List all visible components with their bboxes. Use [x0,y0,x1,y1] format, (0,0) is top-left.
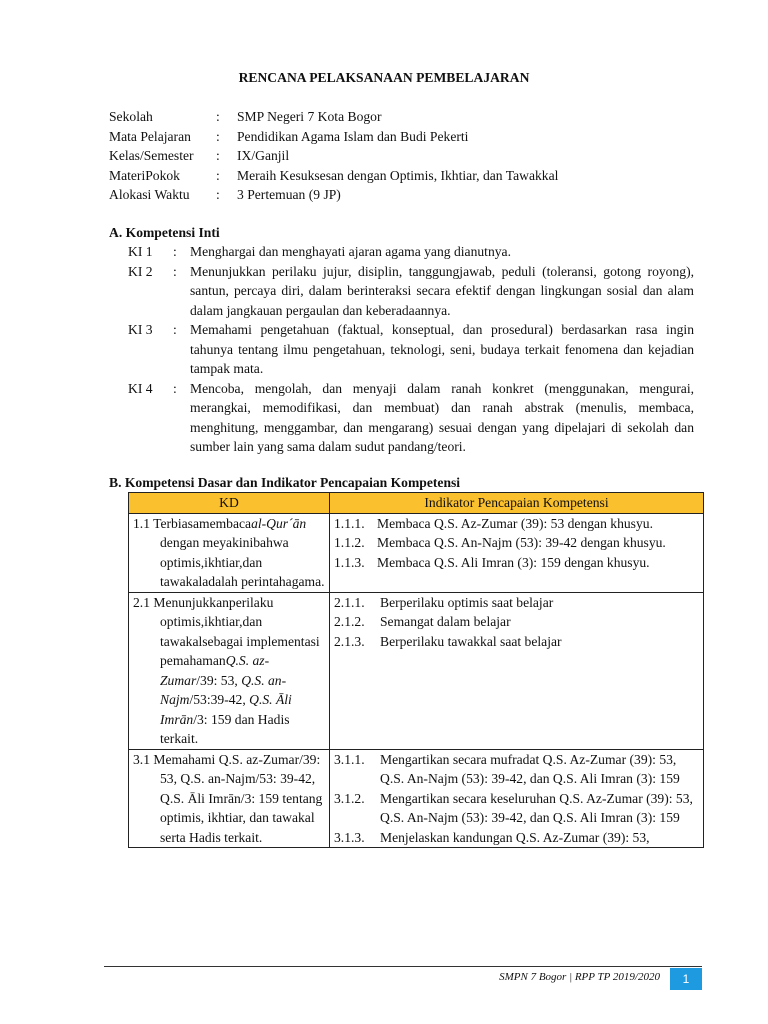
info-label: Mata Pelajaran [109,128,191,144]
header-indicator: Indikator Pencapaian Kompetensi [330,493,704,514]
info-colon: : [216,148,220,163]
info-colon: : [216,128,220,144]
indicator-item [334,593,699,613]
info-value: Pendidikan Agama Islam dan Budi Pekerti [237,128,469,144]
table-header-row [129,493,704,514]
info-row-school [109,107,558,127]
indicator-item [334,828,699,848]
indicator-number: 2.1.2. [334,614,365,629]
indicator-cell [330,749,704,848]
indicator-text: Membaca Q.S. Ali Imran (3): 159 dengan khusyu. [377,554,650,570]
ki-item [128,262,694,321]
indicator-text: Membaca Q.S. Az-Zumar (39): 53 dengan khusyu. [377,515,653,531]
core-competency-list [128,242,694,457]
kd-text: 3.1 Memahami Q.S. az-Zumar/39: 53, Q.S. an-Najm/53: 39-42, Q.S. Āli Imrān/3: 159 tentang optimis, ikhtiar, dan tawakal serta Hadis terkait. [133,751,323,845]
ki-colon: : [173,322,177,337]
ki-text: Memahami pengetahuan (faktual, konseptual, dan prosedural) berdasarkan rasa ingin tahunya tentang ilmu pengetahuan, teknologi, seni, budaya terkait fenomena dan kejadian tampak mata. [190,322,694,376]
indicator-text: Membaca Q.S. An-Najm (53): 39-42 dengan khusyu. [377,535,666,550]
indicator-text: Mengartikan secara mufradat Q.S. Az-Zumar (39): 53, Q.S. An-Najm (53): 39-42, dan Q.S. Ali Imran (3): 159 [380,751,680,786]
info-value: SMP Negeri 7 Kota Bogor [237,109,382,124]
footer-divider [104,966,702,967]
indicator-number: 2.1.1. [334,594,365,610]
kd-text-part: 1.1 Terbiasamembaca [133,515,252,531]
info-label: Kelas/Semester [109,148,194,163]
ki-colon: : [173,244,177,259]
table-row [129,592,704,749]
ki-text: Menunjukkan perilaku jujur, disiplin, tanggungjawab, peduli (toleransi, gotong royong), santun, percaya diri, dalam berinteraksi secara efektif dengan lingkungan sosial dan alam dalam jangkauan pergaulan dan keberadaannya. [190,263,694,318]
ki-text: Mencoba, mengolah, dan menyaji dalam ranah konkret (menggunakan, mengurai, merangkai, memodifikasi, dan membuat) dan ranah abstrak (menulis, membaca, menghitung, menggambar, dan mengarang) sesuai dengan yang dipelajari di sekolah dan sumber lain yang sama dalam sudut pandang/teori. [190,380,694,454]
identity-table [109,107,558,205]
kd-cell [129,513,330,592]
section-a-heading: A. Kompetensi Inti [109,225,220,240]
ki-item [128,242,694,262]
indicator-cell [330,592,704,749]
kd-text-italic: Q.S. an-Najm [160,672,287,707]
indicator-number: 3.1.3. [334,829,365,845]
indicator-item [334,750,699,789]
kd-text-italic: Q.S. Āli Imrān [160,692,292,727]
indicator-number: 3.1.2. [334,790,365,806]
ki-colon: : [173,263,177,279]
header-kd: KD [129,493,330,514]
document-title: RENCANA PELAKSANAAN PEMBELAJARAN [238,70,530,85]
info-value: IX/Ganjil [237,148,290,163]
kd-text-italic: Q.S. az-Zumar [160,653,270,688]
info-colon: : [216,109,220,124]
indicator-item [334,789,699,828]
info-label: MateriPokok [109,167,180,183]
indicator-item [334,514,699,534]
indicator-item [334,553,699,573]
kd-text-part: /3: 159 dan Hadis terkait. [160,711,290,746]
indicator-number: 1.1.1. [334,515,365,531]
indicator-item [334,533,699,553]
kd-text-part: /53:39-42, [189,692,250,707]
kd-text [133,514,325,592]
indicator-item [334,612,699,632]
ki-number: KI 1 [128,244,153,259]
indicator-number: 2.1.3. [334,633,365,649]
indicator-text: Menjelaskan kandungan Q.S. Az-Zumar (39): 53, [380,829,650,845]
info-value: 3 Pertemuan (9 JP) [237,187,341,202]
indicator-text: Mengartikan secara keseluruhan Q.S. Az-Zumar (39): 53, Q.S. An-Najm (53): 39-42, dan Q.S. Ali Imran (3): 159 [380,790,693,825]
footer-text: SMPN 7 Bogor | RPP TP 2019/2020 [499,971,660,983]
table-row [129,513,704,592]
kd-cell [129,749,330,848]
table-row [129,749,704,848]
ki-item [128,320,694,379]
ki-text: Menghargai dan menghayati ajaran agama yang dianutnya. [190,244,511,259]
indicator-number: 1.1.2. [334,535,365,550]
ki-number: KI 4 [128,380,153,396]
info-label: Sekolah [109,109,153,124]
kd-text-italic: al-Qur´ān [251,515,307,531]
info-row-class [109,146,558,166]
info-row-topic [109,166,558,186]
competency-table [128,492,704,848]
ki-colon: : [173,380,177,396]
indicator-number: 1.1.3. [334,554,365,570]
info-value: Meraih Kesuksesan dengan Optimis, Ikhtiar, dan Tawakkal [237,167,559,183]
ki-number: KI 2 [128,263,153,279]
kd-text-part: dengan meyakinibahwa optimis,ikhtiar,dan tawakaladalah perintahagama. [160,535,325,589]
ki-item [128,379,694,457]
page-number: 1 [670,968,702,990]
info-label: Alokasi Waktu [109,187,190,202]
info-row-subject [109,127,558,147]
ki-number: KI 3 [128,322,153,337]
kd-text-part: 2.1 Menunjukkanperilaku optimis,ikhtiar,dan tawakalsebagai implementasi pemahaman [133,594,320,668]
info-row-time [109,185,558,205]
indicator-text: Berperilaku tawakkal saat belajar [380,633,562,649]
indicator-number: 3.1.1. [334,751,365,767]
section-b-heading: B. Kompetensi Dasar dan Indikator Pencapaian Kompetensi [109,475,461,490]
kd-cell [129,592,330,749]
indicator-item [334,632,699,652]
info-colon: : [216,187,220,202]
indicator-text: Semangat dalam belajar [380,614,511,629]
indicator-cell [330,513,704,592]
kd-text-part: /39: 53, [196,672,242,688]
kd-text [133,593,325,749]
indicator-text: Berperilaku optimis saat belajar [380,594,554,610]
info-colon: : [216,167,220,183]
